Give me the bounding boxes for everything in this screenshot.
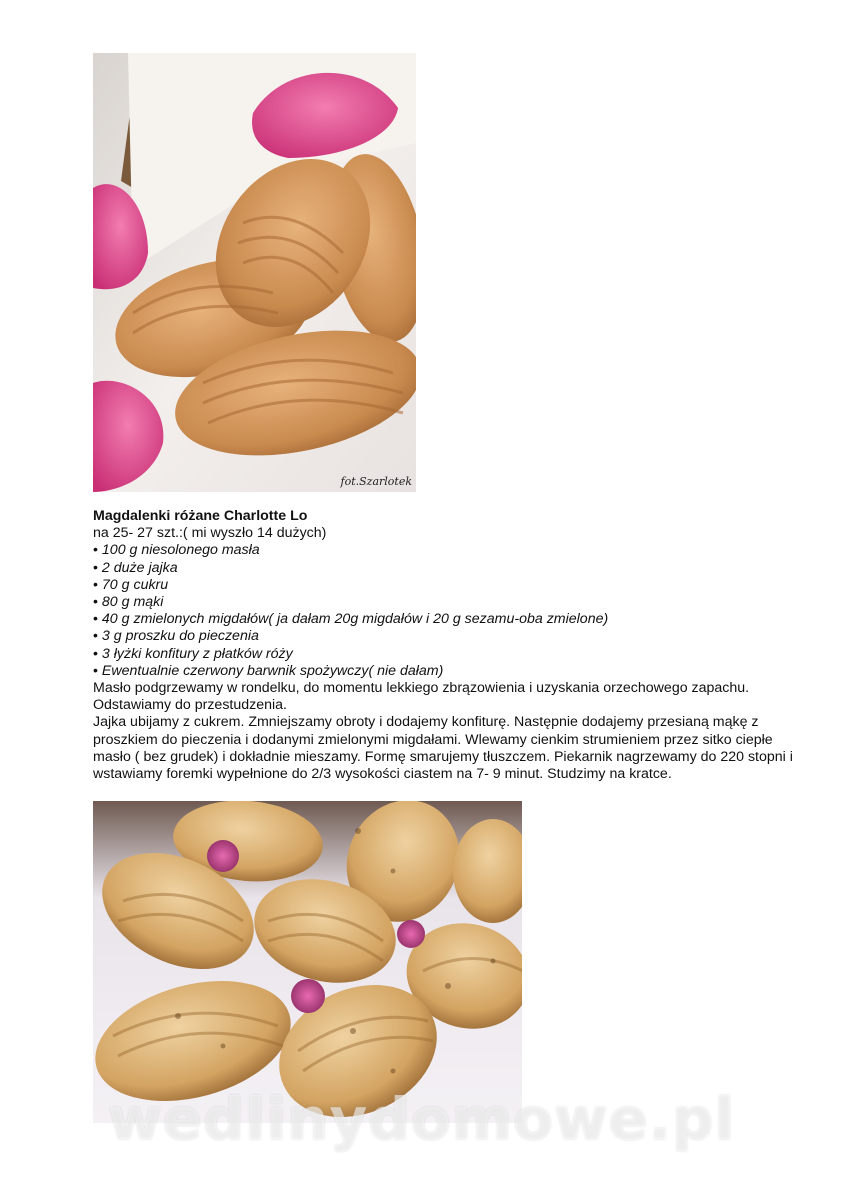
recipe-photo-bottom: [93, 801, 522, 1123]
ingredient-item: • 2 duże jajka: [93, 560, 813, 577]
madeleines-rose-petals-image: [93, 53, 416, 492]
recipe-text: [93, 508, 813, 783]
ingredient-item: • 100 g niesolonego masła: [93, 542, 813, 559]
photo-credit: fot.Szarlotek: [340, 475, 412, 488]
ingredient-item: • Ewentualnie czerwony barwnik spożywczy( nie dałam): [93, 663, 813, 680]
ingredient-item: • 80 g mąki: [93, 594, 813, 611]
watermark: wedlinydomowe.pl: [108, 1085, 736, 1153]
instructions-paragraph: Jajka ubijamy z cukrem. Zmniejszamy obroty i dodajemy konfiturę. Następnie dodajemy przesianą mąkę z proszkiem do pieczenia i dodanymi zmielonymi migdałami. Wlewamy cienkim strumieniem przez sitko ciepłe masło ( bez grudek) i dokładnie mieszamy. Formę smarujemy tłuszczem. Piekarnik nagrzewamy do 220 stopni i wstawiamy foremki wypełnione do 2/3 wysokości ciastem na 7- 9 minut. Studzimy na kratce.: [93, 714, 793, 783]
recipe-yield: na 25- 27 szt.:( mi wyszło 14 dużych): [93, 525, 327, 542]
madeleines-rose-buds-image: [93, 801, 522, 1123]
ingredient-item: • 40 g zmielonych migdałów( ja dałam 20g migdałów i 20 g sezamu-oba zmielone): [93, 611, 813, 628]
recipe-title: Magdalenki różane Charlotte Lo: [93, 508, 308, 524]
instructions-paragraph: Masło podgrzewamy w rondelku, do momentu lekkiego zbrązowienia i uzyskania orzechowego zapachu. Odstawiamy do przestudzenia.: [93, 680, 750, 714]
ingredients-list: [93, 542, 813, 680]
ingredient-item: • 70 g cukru: [93, 577, 813, 594]
ingredient-item: • 3 łyżki konfitury z płatków róży: [93, 646, 813, 663]
recipe-photo-top: [93, 53, 416, 492]
ingredient-item: • 3 g proszku do pieczenia: [93, 628, 813, 645]
